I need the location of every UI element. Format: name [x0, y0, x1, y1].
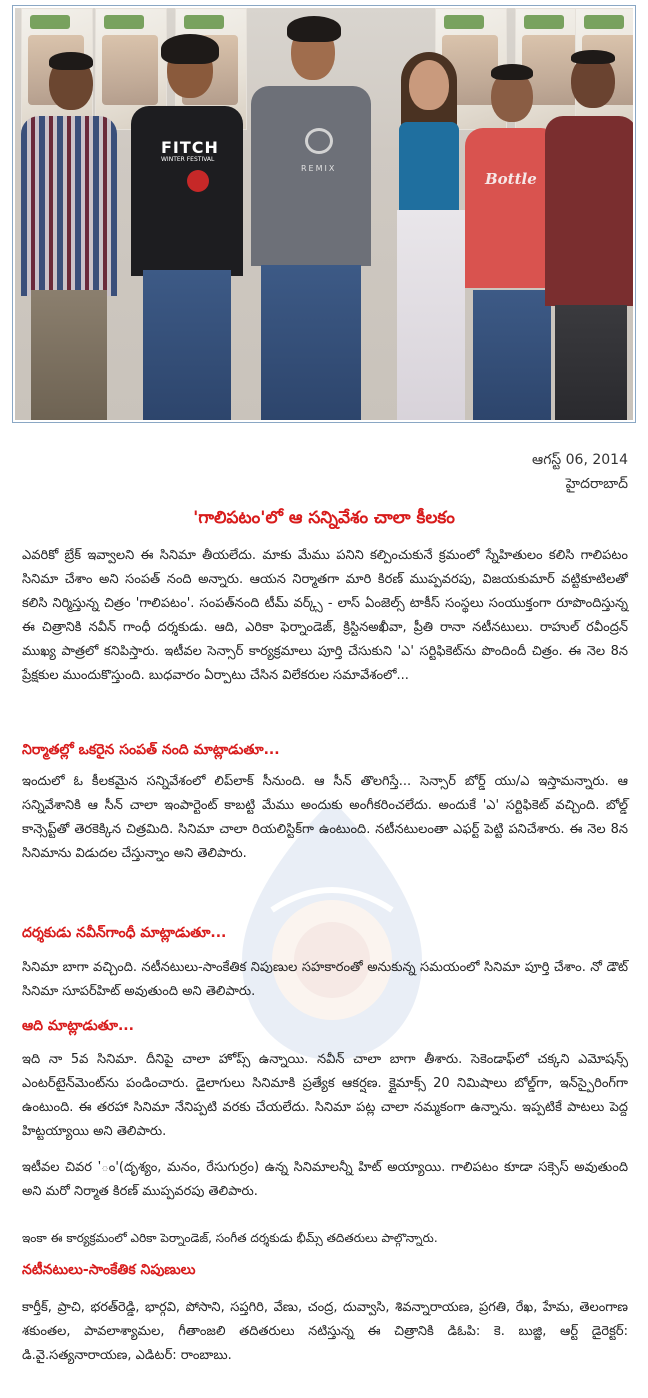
shirt-logo: [187, 170, 209, 192]
shirt-print: WINTER FESTIVAL: [161, 156, 215, 163]
section-heading: ఆది మాట్లాడుతూ...: [22, 1018, 134, 1034]
person-checked-shirt: [19, 30, 119, 420]
shirt-print: REMIX: [301, 164, 337, 173]
section-paragraph: ఇంకా ఈ కార్యక్రమంలో ఎరికా పెర్నాండెజ్, సంగీత దర్శకుడు భీమ్స్ తదితరులు పాల్గొన్నారు.: [22, 1231, 438, 1245]
recycle-print: [305, 128, 333, 154]
article-date: ఆగస్ట్ 06, 2014: [532, 452, 628, 468]
section-paragraph: ఇది నా 5వ సినిమా. దీనిపై చాలా హోప్స్ ఉన్నాయి. నవీన్ చాలా బాగా తీశారు. సెకెండాఫ్‌లో చక్కని ఎమోషన్స్ ఎంటర్‌టైన్‌మెంట్‌ను పండించారు. డైలాగులు సినిమాకి ప్రత్యేక ఆకర్షణ. క్లైమాక్స్ 20 నిమిషాలు బోల్డ్‌గా, ఇన్‌స్పైరింగ్‌గా ఉంటుంది. ఈ తరహా సినిమా నేనిప్పటి వరకు చేయలేదు. సినిమా పట్ల చాలా నమ్మకంగా ఉన్నాను. ఇప్పటికే పాటలు పెద్ద హిట్టయ్యాయి అని తెలిపారు.: [22, 1052, 628, 1139]
section-paragraph: ఇందులో ఓ కీలకమైన సన్నివేశంలో లిప్‌లాక్ సీనుంది. ఆ సీన్ తొలగిస్తే... సెన్సార్ బోర్డ్ యు/ఎ ఇస్తామన్నారు. ఆ సన్నివేశానికి ఆ సీన్ చాలా ఇంపార్టెంట్ కాబట్టి మేము అందుకు అంగీకరించలేదు. అందుకే 'ఎ' సర్టిఫికెట్ వచ్చింది. బోల్డ్ కాన్సెప్ట్‌తో తెరకెక్కిన చిత్రమిది. సినిమా చాలా రియలిస్టిక్‌గా ఉంటుంది. నటీనటులంతా ఎఫర్ట్ పెట్టి పనిచేశారు. ఈ నెల 8న సినిమాను విడుదల చేస్తున్నాం అని తెలిపారు.: [22, 774, 628, 861]
section-paragraph: ఇటీవల చివర 'ం'(దృశ్యం, మనం, రేసుగుర్రం) ఉన్న సినిమాలన్నీ హిట్ అయ్యాయి. గాలిపటం కూడా సక్సెస్ అవుతుంది అని మరో నిర్మాత కిరణ్ ముప్పవరపు తెలిపారు.: [22, 1160, 628, 1199]
person-grey-tee: [247, 16, 375, 420]
press-meet-photo: [15, 8, 633, 420]
person-brown-shirt: [545, 32, 633, 420]
article-title: 'గాలిపటం'లో ఆ సన్నివేశం చాలా కీలకం: [193, 508, 455, 528]
intro-paragraph: ఎవరికో బ్రేక్ ఇవ్వాలని ఈ సినిమా తీయలేదు. మాకు మేము పనిని కల్పించుకునే క్రమంలో స్నేహితులం కలిసి గాలిపటం సినిమా చేశాం అని సంపత్ నంది అన్నారు. ఆయన నిర్మాతగా మారి కిరణ్ ముప్పవరపు, విజయకుమార్ వట్టికూటిలతో కలిసి నిర్మిస్తున్న చిత్రం 'గాలిపటం'. సంపత్‌నంది టీమ్ వర్క్స్ - లాస్ ఏంజెల్స్ టాకీస్ సంస్థలు సంయుక్తంగా రూపొందిస్తున్న ఈ చిత్రానికి నవీన్ గాంధీ దర్శకుడు. ఆది, ఎరికా ఫెర్నాండెజ్, క్రిస్టినఅఖీవా, ప్రీతి రానా నటీనటులు. రాహుల్ రవీంద్రన్ ముఖ్య పాత్రలో కనిపిస్తారు. ఇటీవల సెన్సార్ కార్యక్రమాలు పూర్తి చేసుకుని 'ఎ' సర్టిఫికెట్‌ను పొందిందీ చిత్రం. ఈ నెల 8న ప్రేక్షకుల ముందుకొస్తుంది. బుధవారం ఏర్పాటు చేసిన విలేకరుల సమావేశంలో...: [22, 548, 628, 683]
shirt-print: FITCH: [161, 138, 219, 157]
press-meet-photo-frame: [12, 5, 636, 423]
person-fitch-tee: [127, 20, 247, 420]
section-heading: నిర్మాతల్లో ఒకరైన సంపత్ నంది మాట్లాడుతూ...: [22, 742, 280, 758]
section-heading: దర్శకుడు నవీన్‌గాంధీ మాట్లాడుతూ...: [22, 925, 227, 941]
section-heading: నటీనటులు-సాంకేతిక నిపుణులు: [22, 1262, 196, 1278]
section-paragraph: కార్తీక్, ప్రాచి, భరత్‌రెడ్డి, భార్గవి, పోసాని, సప్తగిరి, వేణు, చంద్ర, దువ్వాసి, శివన్నారాయణ, ప్రగతి, రేఖ, హేమ, తెలంగాణ శకుంతల, పావలాశ్యామల, గీతాంజలి తదితరులు నటిస్తున్న ఈ చిత్రానికి డిఓపి: కె. బుజ్జి, ఆర్ట్ డైరెక్టర్: డి.వై.సత్యనారాయణ, ఎడిటర్: రాంబాబు.: [22, 1300, 628, 1363]
article-place: హైదరాబాద్: [565, 476, 628, 492]
shirt-print: Bottle: [485, 170, 537, 188]
section-paragraph: సినిమా బాగా వచ్చింది. నటీనటులు-సాంకేతిక నిపుణుల సహకారంతో అనుకున్న సమయంలో సినిమా పూర్తి చేశాం. నో డౌట్ సినిమా సూపర్‌హిట్ అవుతుంది అని తెలిపారు.: [22, 960, 628, 999]
